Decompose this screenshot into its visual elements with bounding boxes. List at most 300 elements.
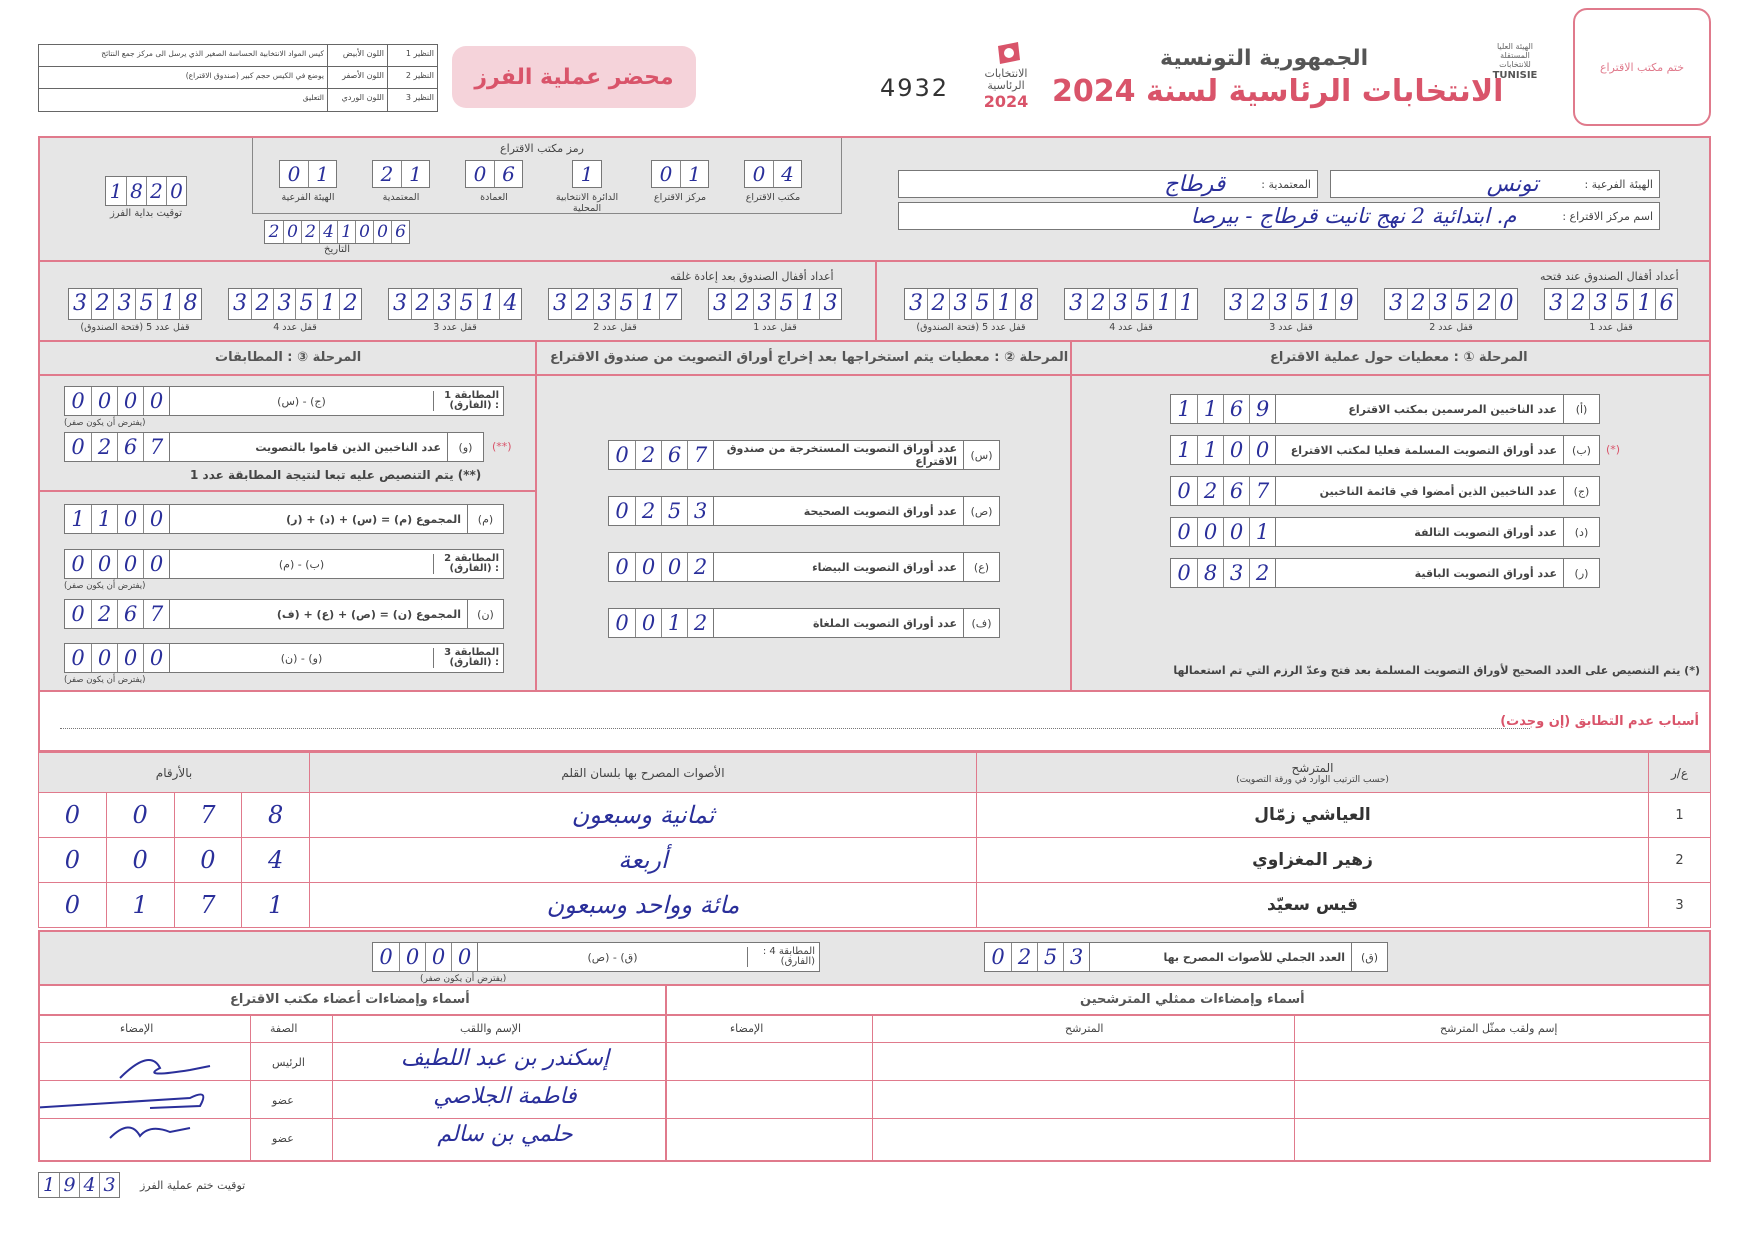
code-label: العمادة: [480, 192, 508, 203]
digit-cell: 3: [949, 289, 971, 319]
code-title: رمز مكتب الاقتراع: [500, 142, 584, 155]
col-rep-name: إسم ولقب ممثّل المترشح: [1440, 1022, 1558, 1035]
digit-cell: 0: [71, 552, 85, 576]
stage-row[interactable]: [1170, 476, 1600, 506]
digit-cell: 3: [1549, 291, 1563, 316]
digit-cell: 0: [175, 838, 243, 882]
lock-field[interactable]: [1064, 288, 1198, 333]
digit-cell: 0: [659, 162, 673, 186]
delegation-field[interactable]: [898, 170, 1318, 198]
digit-cell: 4: [79, 1173, 99, 1197]
match-digits: [65, 644, 170, 672]
row-label: عدد أوراق التصويت البيضاء: [812, 560, 957, 574]
votes-in-digits[interactable]: [39, 793, 310, 838]
row-digits: [609, 609, 714, 637]
digit-cell: 3: [433, 289, 455, 319]
row-label: عدد أوراق التصويت الباقية: [1414, 566, 1557, 580]
match-row[interactable]: [64, 643, 504, 673]
digit-cell: 1: [1153, 289, 1175, 319]
stage3-title: المرحلة ③ : المطابقات: [215, 350, 362, 365]
lock-digits: [388, 288, 522, 320]
delegation-value: قرطاج: [1164, 171, 1226, 197]
digit-cell: 6: [1223, 477, 1249, 505]
digit-cell: 3: [553, 291, 567, 316]
row-tag: (أ): [1563, 395, 1599, 423]
digit-cell: 2: [251, 289, 273, 319]
row-tag: (و): [447, 433, 483, 461]
code-field[interactable]: [637, 160, 723, 203]
digit-cell: 6: [117, 433, 143, 461]
reasons-row[interactable]: [38, 690, 1711, 752]
digit-cell: 5: [1037, 943, 1063, 971]
digit-cell: 2: [380, 162, 394, 186]
match-digits: [65, 550, 170, 578]
digit-cell: 1: [580, 162, 594, 186]
col-digits: بالأرقام: [39, 753, 310, 793]
match4-field[interactable]: [372, 942, 820, 972]
row-digits: [609, 497, 714, 525]
lock-digits: [1064, 288, 1198, 320]
row-label: عدد أوراق التصويت التالفة: [1414, 525, 1557, 539]
member-name[interactable]: فاطمة الجلاصي: [433, 1084, 577, 1109]
digit-cell: 0: [1249, 436, 1275, 464]
digit-cell: 2: [339, 289, 361, 319]
isie-latin: TUNISIE: [1492, 69, 1538, 81]
votes-in-digits[interactable]: [39, 883, 310, 928]
digit-cell: 3: [273, 289, 295, 319]
signatures-section: [38, 984, 1711, 1162]
end-time-label: توقيت ختم عملية الفرز: [140, 1178, 246, 1192]
digit-cell: 7: [143, 433, 169, 461]
member-role: عضو: [272, 1094, 294, 1107]
center-label: اسم مركز الاقتراع :: [1562, 209, 1653, 223]
member-role: الرئيس: [272, 1056, 305, 1069]
digit-cell: 0: [1197, 518, 1223, 546]
stage-row[interactable]: [64, 432, 484, 462]
envelope-table: [38, 44, 438, 112]
start-time-field[interactable]: [105, 176, 187, 219]
row-tag: (د): [1563, 518, 1599, 546]
digit-cell: 7: [175, 793, 243, 837]
lock-field[interactable]: [1544, 288, 1678, 333]
votes-in-digits[interactable]: [39, 838, 310, 883]
digit-cell: 3: [1229, 291, 1243, 316]
stage-row[interactable]: [64, 504, 504, 534]
digit-cell: 0: [615, 499, 629, 523]
members-title: أسماء وإمضاءات أعضاء مكتب الاقتراع: [230, 992, 470, 1007]
digit-cell: 5: [775, 289, 797, 319]
digit-cell: 8: [179, 289, 201, 319]
digit-cell: 0: [91, 550, 117, 578]
digit-cell: 2: [268, 222, 280, 242]
center-field[interactable]: [898, 202, 1660, 230]
form-number: 4932: [880, 74, 950, 102]
digit-cell: 1: [42, 1174, 56, 1196]
digit-cell: 6: [391, 221, 409, 243]
match-digits: [65, 387, 170, 415]
lock-label: قفل عدد 3: [1269, 322, 1313, 333]
digit-cell: 2: [1567, 289, 1589, 319]
match-label: المطابقة 2 : (الفارق): [433, 554, 503, 574]
locks-section: [38, 260, 1711, 342]
code-digits: [372, 160, 430, 188]
locks-open-title: أعداد أقفال الصندوق عند فتحه: [1540, 270, 1679, 283]
digit-cell: 2: [731, 289, 753, 319]
row-tag: (ف): [963, 609, 999, 637]
digit-cell: 7: [659, 289, 681, 319]
digit-cell: 0: [117, 505, 143, 533]
code-field[interactable]: [451, 160, 537, 203]
digit-cell: 0: [143, 505, 169, 533]
id-section: [38, 136, 1711, 262]
digit-cell: 1: [637, 289, 659, 319]
candidate-number: 3: [1649, 883, 1711, 928]
row-star: (*): [1606, 443, 1621, 456]
votes-in-words[interactable]: مائة وواحد وسبعون: [310, 883, 977, 928]
digit-cell: 1: [1175, 289, 1197, 319]
digit-cell: 3: [1109, 289, 1131, 319]
digit-cell: 2: [146, 177, 166, 205]
digit-cell: 3: [113, 289, 135, 319]
digit-cell: 0: [355, 221, 373, 243]
digit-cell: 0: [451, 943, 477, 971]
digit-cell: 0: [615, 611, 629, 635]
row-digits: [1171, 559, 1276, 587]
digit-cell: 6: [117, 600, 143, 628]
col-candidate-sub: (حسب الترتيب الوارد في ورقة التصويت): [1236, 774, 1389, 785]
envelope-desc: التعليق: [302, 93, 324, 102]
form-title: محضر عملية الفرز: [474, 64, 674, 90]
votes-in-words[interactable]: ثمانية وسبعون: [310, 793, 977, 838]
envelope-row: [39, 45, 437, 67]
digit-cell: 3: [909, 291, 923, 316]
member-name[interactable]: إسكندر بن عبد اللطيف: [400, 1046, 610, 1071]
digit-cell: 4: [773, 161, 801, 187]
digit-cell: 1: [109, 179, 123, 203]
votes-digits: [39, 793, 309, 837]
digit-cell: 3: [99, 1173, 119, 1197]
digit-cell: 7: [143, 600, 169, 628]
col-name: الإسم واللقب: [460, 1022, 522, 1035]
stage-row[interactable]: [608, 496, 1000, 526]
digit-cell: 2: [1011, 943, 1037, 971]
code-field[interactable]: [358, 160, 444, 203]
digit-cell: 0: [283, 221, 301, 243]
sub-authority-value: تونس: [1486, 171, 1539, 197]
member-name[interactable]: حلمي بن سالم: [437, 1122, 573, 1147]
code-label: المعتمدية: [382, 192, 420, 203]
table-row: [39, 883, 1711, 928]
digit-cell: 0: [143, 644, 169, 672]
candidate-name: زهير المغزاوي: [977, 838, 1649, 883]
col-rep-candidate: المترشح: [1065, 1022, 1104, 1035]
lock-label: قفل عدد 5 (فتحة الصندوق): [80, 322, 190, 333]
sub-authority-label: الهيئة الفرعية :: [1584, 177, 1653, 191]
envelope-label: النظير 2: [387, 67, 437, 88]
row-tag: (ر): [1563, 559, 1599, 587]
digit-cell: 0: [661, 553, 687, 581]
lock-label: قفل عدد 4: [1109, 322, 1153, 333]
lock-field[interactable]: [68, 288, 202, 333]
stamp-text: ختم مكتب الاقتراع: [1599, 60, 1685, 74]
lock-field[interactable]: [548, 288, 682, 333]
lock-field[interactable]: [708, 288, 842, 333]
row-tag: (ن): [467, 600, 503, 628]
digit-cell: 4: [267, 846, 284, 874]
digit-cell: 5: [295, 289, 317, 319]
digit-cell: 2: [91, 600, 117, 628]
digit-cell: 0: [71, 389, 85, 413]
row-label: عدد أوراق التصويت الملغاة: [812, 616, 957, 630]
digit-cell: 6: [494, 161, 522, 187]
lock-digits: [68, 288, 202, 320]
digit-cell: 1: [401, 161, 429, 187]
digit-cell: 3: [1389, 291, 1403, 316]
lock-label: قفل عدد 1: [1589, 322, 1633, 333]
match4-formula: (ص) - (ق): [587, 950, 638, 964]
digit-cell: 1: [1177, 397, 1191, 421]
digit-cell: 0: [473, 162, 487, 186]
digit-cell: 0: [635, 609, 661, 637]
match-row[interactable]: [64, 549, 504, 579]
envelope-desc: يوضع في الكيس حجم كبير (صندوق الاقتراع): [185, 71, 324, 80]
elections-title: الانتخابات الرئاسية لسنة 2024: [1052, 74, 1504, 109]
zero-note: (يفترض أن يكون صفر): [64, 581, 146, 591]
digit-cell: 0: [39, 793, 107, 837]
digit-cell: 0: [166, 177, 186, 205]
code-digits: [279, 160, 337, 188]
col-candidate-label: المترشح: [1291, 760, 1334, 775]
digit-cell: 0: [1495, 289, 1517, 319]
digit-cell: 0: [39, 883, 107, 927]
digit-cell: 0: [91, 644, 117, 672]
code-digits: [744, 160, 802, 188]
digit-cell: 9: [1335, 289, 1357, 319]
row-tag: (م): [467, 505, 503, 533]
digit-cell: 0: [615, 555, 629, 579]
lock-digits: [904, 288, 1038, 320]
digit-cell: 2: [1197, 477, 1223, 505]
zero-note: (يفترض أن يكون صفر): [64, 675, 146, 685]
code-label: الدائرة الانتخابية المحلية: [555, 192, 619, 214]
digit-cell: 6: [661, 441, 687, 469]
digit-cell: 2: [91, 289, 113, 319]
flag-icon: [996, 42, 1022, 64]
digit-cell: 5: [1131, 289, 1153, 319]
digit-cell: 1: [1197, 436, 1223, 464]
lock-label: قفل عدد 2: [593, 322, 637, 333]
row-label: عدد أوراق التصويت المستخرجة من صندوق الاقتراع: [726, 442, 957, 468]
digit-cell: 1: [91, 505, 117, 533]
digit-cell: 1: [337, 221, 355, 243]
digit-cell: 3: [233, 291, 247, 316]
col-candidate: [977, 753, 1649, 793]
digit-cell: 2: [301, 221, 319, 243]
zero-note: (يفترض أن يكون صفر): [64, 418, 146, 428]
digit-cell: 2: [1087, 289, 1109, 319]
row-digits: [65, 433, 170, 461]
digit-cell: 0: [71, 435, 85, 459]
envelope-row: [39, 67, 437, 89]
digit-cell: 0: [635, 553, 661, 581]
polling-stamp: [1573, 8, 1711, 126]
digit-cell: 3: [713, 291, 727, 316]
digit-cell: 5: [971, 289, 993, 319]
digit-cell: 0: [379, 945, 393, 969]
digit-cell: 0: [1177, 561, 1191, 585]
digit-cell: 3: [1063, 943, 1089, 971]
match-formula: (ب) - (م): [278, 557, 325, 571]
col-sign-members: الإمضاء: [120, 1022, 154, 1035]
lock-digits: [548, 288, 682, 320]
lock-field[interactable]: [388, 288, 522, 333]
lock-field[interactable]: [1384, 288, 1518, 333]
stage1-title: المرحلة ① : معطيات حول عملية الاقتراع: [1270, 350, 1528, 365]
digit-cell: 5: [1611, 289, 1633, 319]
digit-cell: 1: [1197, 395, 1223, 423]
col-sign-reps: الإمضاء: [730, 1022, 764, 1035]
digit-cell: 1: [267, 891, 284, 919]
lock-field[interactable]: [904, 288, 1038, 333]
member-role: عضو: [272, 1132, 294, 1145]
candidate-number: 2: [1649, 838, 1711, 883]
logo-text: الانتخابات الرئاسية: [984, 67, 1028, 93]
locks-divider: [875, 262, 877, 340]
row-digits: [65, 600, 170, 628]
digit-cell: 3: [1269, 289, 1291, 319]
digit-cell: 2: [635, 441, 661, 469]
row-label: عدد الناخبين الذين قاموا بالتصويت: [255, 440, 441, 454]
end-time-field[interactable]: [38, 1172, 245, 1198]
digit-cell: 0: [1223, 436, 1249, 464]
lock-digits: [1224, 288, 1358, 320]
code-field[interactable]: [730, 160, 816, 203]
center-value: م. ابتدائية 2 نهج تانيت قرطاج - بيرصا: [1190, 204, 1517, 228]
digit-cell: 3: [687, 497, 713, 525]
digit-cell: 1: [680, 161, 708, 187]
results-table: [38, 752, 1711, 928]
digit-cell: 0: [143, 387, 169, 415]
digit-cell: 7: [1249, 477, 1275, 505]
digit-cell: 0: [399, 943, 425, 971]
totals-row: [38, 930, 1711, 986]
stage-row[interactable]: [608, 440, 1000, 470]
lock-label: قفل عدد 5 (فتحة الصندوق): [916, 322, 1026, 333]
match-row[interactable]: [64, 386, 504, 416]
digit-cell: 0: [991, 945, 1005, 969]
digit-cell: 6: [1223, 395, 1249, 423]
stage1-note: (*) يتم التنصيص على العدد الصحيح لأوراق التصويت المسلمة بعد فتح وعدّ الرزم التي تم استعمالها: [1173, 664, 1700, 677]
table-row: [39, 838, 1711, 883]
row-digits: [1171, 395, 1276, 423]
digit-cell: 0: [1177, 520, 1191, 544]
digit-cell: 1: [1249, 518, 1275, 546]
lock-field[interactable]: [1224, 288, 1358, 333]
digit-cell: 5: [455, 289, 477, 319]
digit-cell: 0: [1177, 479, 1191, 503]
digit-cell: 0: [107, 793, 175, 837]
lock-label: قفل عدد 4: [273, 322, 317, 333]
code-digits: [465, 160, 523, 188]
reasons-label: أسباب عدم التطابق (إن وجدت): [1500, 714, 1699, 729]
votes-digits: [39, 883, 309, 927]
code-field[interactable]: [265, 160, 351, 203]
stage-row[interactable]: [608, 552, 1000, 582]
envelope-label: النظير 3: [387, 89, 437, 111]
lock-digits: [708, 288, 842, 320]
digit-cell: 5: [135, 289, 157, 319]
digit-cell: 2: [1249, 559, 1275, 587]
digit-cell: 1: [477, 289, 499, 319]
digit-cell: 0: [1223, 518, 1249, 546]
date-field[interactable]: [264, 220, 410, 255]
envelope-color: اللون الأبيض: [327, 45, 387, 66]
digit-cell: 3: [73, 291, 87, 316]
digit-cell: 3: [1069, 291, 1083, 316]
digit-cell: 5: [1291, 289, 1313, 319]
match-label: المطابقة 1 : (الفارق): [433, 391, 503, 411]
digit-cell: 2: [687, 553, 713, 581]
digit-cell: 2: [411, 289, 433, 319]
digit-cell: 0: [143, 550, 169, 578]
digit-cell: 1: [317, 289, 339, 319]
match-formula: (ج) - (س): [277, 394, 326, 408]
stage-row[interactable]: [1170, 394, 1600, 424]
votes-in-words[interactable]: أربعة: [310, 838, 977, 883]
digit-cell: 4: [319, 221, 337, 243]
row-digits: [1171, 436, 1276, 464]
lock-field[interactable]: [228, 288, 362, 333]
stage-row[interactable]: [64, 599, 504, 629]
sub-authority-field[interactable]: [1330, 170, 1660, 198]
digit-cell: 2: [1247, 289, 1269, 319]
voters-note: (**) يتم التنصيص عليه تبعا لنتيجة المطابقة عدد 1: [190, 468, 482, 482]
digit-cell: 1: [1633, 289, 1655, 319]
lock-label: قفل عدد 2: [1429, 322, 1473, 333]
digit-cell: 0: [71, 646, 85, 670]
date-label: التاريخ: [324, 244, 350, 255]
col-role: الصفة: [270, 1022, 298, 1035]
code-label: مكتب الاقتراع: [745, 192, 801, 203]
digit-cell: 0: [425, 943, 451, 971]
isie-logo: [1485, 42, 1545, 118]
envelope-desc: كيس المواد الانتخابية الحساسة الصغير الذي يرسل الى مركز جمع النتائج: [101, 49, 324, 58]
digit-cell: 0: [117, 644, 143, 672]
envelope-color: اللون الوردي: [327, 89, 387, 111]
match-formula: (و) - (ن): [280, 651, 323, 665]
row-tag: (ج): [1563, 477, 1599, 505]
digit-cell: 8: [126, 177, 146, 205]
digit-cell: 0: [373, 221, 391, 243]
stage-row[interactable]: [1170, 435, 1600, 465]
stage-row[interactable]: [1170, 558, 1600, 588]
code-field[interactable]: [544, 160, 630, 214]
total-field[interactable]: [984, 942, 1388, 972]
digit-cell: 6: [1655, 289, 1677, 319]
row-label: عدد أوراق التصويت المسلمة فعليا لمكتب الاقتراع: [1290, 443, 1557, 457]
row-tag: (ب): [1563, 436, 1599, 464]
row-digits: [1171, 477, 1276, 505]
digit-cell: 0: [615, 443, 629, 467]
row-label: عدد الناخبين المرسمين بمكتب الاقتراع: [1348, 402, 1557, 416]
digit-cell: 2: [1407, 289, 1429, 319]
match4-label: المطابقة 4 : (الفارق): [747, 947, 819, 967]
stage-row[interactable]: [608, 608, 1000, 638]
stage-row[interactable]: [1170, 517, 1600, 547]
lock-digits: [228, 288, 362, 320]
row-tag: (ص): [963, 497, 999, 525]
lock-digits: [1544, 288, 1678, 320]
